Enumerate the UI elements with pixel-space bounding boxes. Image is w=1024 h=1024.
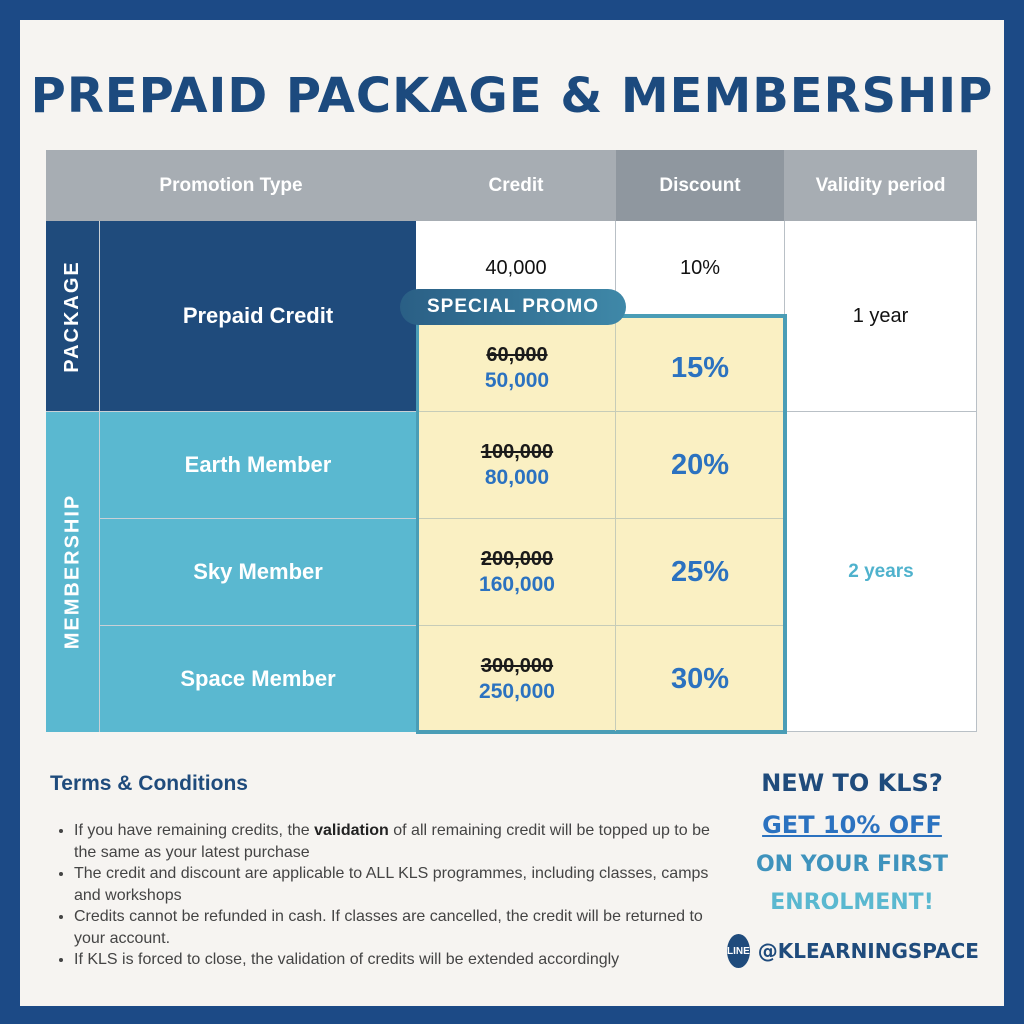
- new-credit: 250,000: [479, 680, 555, 703]
- header-credit: Credit: [416, 150, 616, 221]
- terms-section: [50, 772, 710, 971]
- line-contact[interactable]: [727, 933, 977, 969]
- cta-line3: ON YOUR FIRST: [755, 852, 949, 877]
- new-credit: 160,000: [479, 573, 555, 596]
- header-validity: Validity period: [784, 150, 977, 221]
- cta-line2: GET 10% OFF: [762, 811, 942, 839]
- old-credit: 300,000: [480, 655, 554, 677]
- group-package-label: PACKAGE: [61, 259, 83, 373]
- page-title: PREPAID PACKAGE & MEMBERSHIP: [30, 68, 994, 124]
- row-label-sky: Sky Member: [100, 519, 416, 625]
- old-credit: 60,000: [486, 344, 548, 366]
- old-credit: 200,000: [480, 548, 554, 570]
- header-promotion-type: Promotion Type: [46, 150, 416, 221]
- membership-validity-value: 2 years: [848, 561, 914, 582]
- promo-credit-sky: [419, 519, 615, 625]
- promo-discount-space: 30%: [670, 662, 730, 695]
- prepaid-discount-value: 10%: [679, 256, 721, 279]
- old-credit: 100,000: [480, 441, 554, 463]
- header-discount: Discount: [616, 150, 784, 221]
- terms-item: • If KLS is forced to close, the validation of credits will be extended accordingly: [74, 949, 710, 971]
- promo-credit-earth: [419, 412, 615, 518]
- special-promo-badge: SPECIAL PROMO: [400, 289, 626, 325]
- promo-discount-sky: 25%: [670, 555, 730, 588]
- promo-credit-space: [419, 626, 615, 732]
- new-credit: 80,000: [484, 466, 550, 489]
- terms-item: • If you have remaining credits, the validation of all remaining credit will be topped up to be the same as your latest purchase: [74, 820, 710, 863]
- promo-discount-earth: 20%: [670, 448, 730, 481]
- prepaid-validity-value: 1 year: [852, 304, 909, 327]
- promo-discount-prepaid: 15%: [670, 351, 730, 384]
- prepaid-credit-value: 40,000: [485, 256, 547, 279]
- row-label-prepaid: Prepaid Credit: [100, 221, 416, 411]
- cta-line1: NEW TO KLS?: [761, 769, 943, 797]
- group-package: [46, 221, 99, 411]
- line-icon: LINE: [727, 934, 750, 968]
- terms-title: Terms & Conditions: [50, 772, 248, 795]
- cta-line4: ENROLMENT!: [770, 890, 934, 915]
- promo-credit-prepaid: [419, 325, 615, 411]
- row-label-space: Space Member: [100, 626, 416, 732]
- group-membership-label: MEMBERSHIP: [61, 493, 84, 650]
- terms-item: • The credit and discount are applicable to ALL KLS programmes, including classes, camps and workshops: [74, 863, 710, 906]
- terms-list: [50, 820, 710, 971]
- group-membership: [46, 411, 99, 732]
- cta-block: [722, 768, 982, 918]
- terms-item: • Credits cannot be refunded in cash. If classes are cancelled, the credit will be returned to your account.: [74, 906, 710, 949]
- row-label-earth: Earth Member: [100, 412, 416, 518]
- new-credit: 50,000: [484, 369, 550, 392]
- line-handle[interactable]: @KLEARNINGSPACE: [757, 939, 979, 963]
